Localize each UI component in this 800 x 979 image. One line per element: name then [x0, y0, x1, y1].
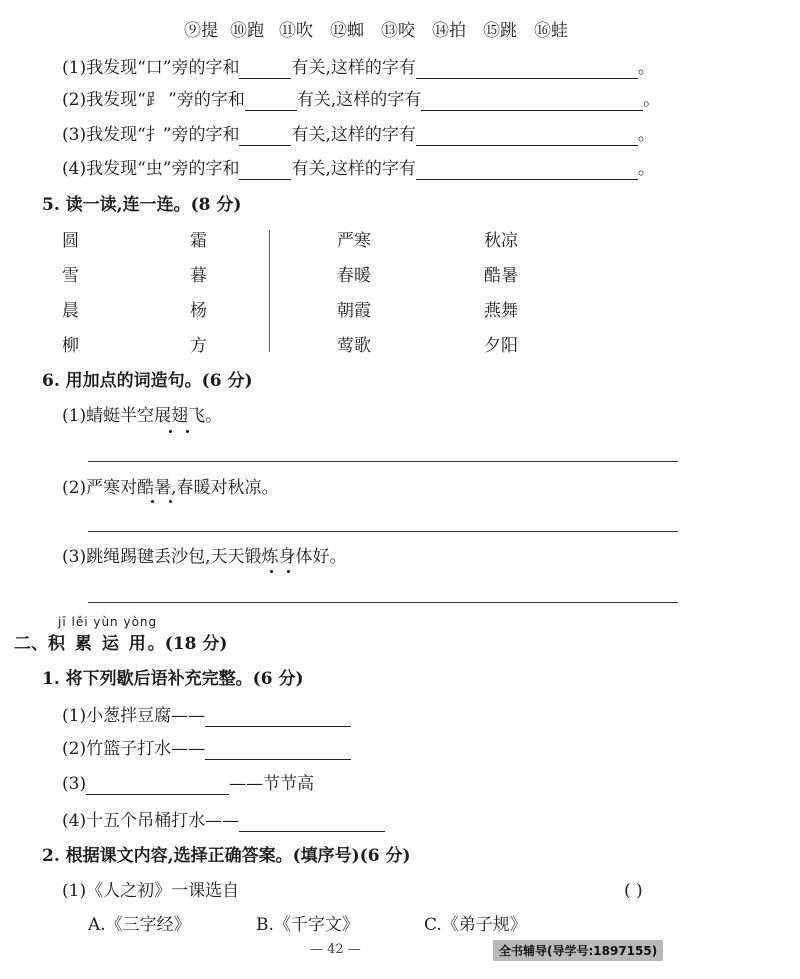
numbered-char-14: ⑭拍 — [432, 21, 466, 41]
numbered-char-9: ⑨提 — [184, 21, 218, 41]
q6-title — [42, 370, 253, 392]
section2-score: 。(18 分) — [147, 634, 228, 654]
emphasis-dot — [186, 430, 189, 433]
s2q1-title-text: 1. 将下列歇后语补充完整。(6 分) — [42, 669, 304, 689]
emphasis-dot — [270, 570, 273, 573]
section2-heading — [14, 633, 227, 655]
q4-item-1-prefix: (1)我发现“口”旁的字和 — [62, 58, 240, 78]
q4-item-3-middle: 有关,这样的字有 — [291, 125, 416, 145]
q5-left-a-3: 晨 — [62, 301, 79, 321]
s2q1-item-1-text: (1)小葱拌豆腐—— — [62, 706, 206, 726]
q5-left-b-4: 方 — [190, 336, 207, 356]
section2-pinyin: jī lěi yùn yòng — [58, 615, 158, 629]
s2q2-answer-paren[interactable]: ( ) — [624, 881, 643, 901]
q5-right-b-4: 夕阳 — [484, 336, 518, 356]
numbered-char-16: ⑯蛙 — [534, 21, 568, 41]
q5-title — [42, 194, 241, 216]
s2q1-item-3-blank[interactable] — [86, 776, 229, 795]
q6-title-text: 6. 用加点的词造句。(6 分) — [42, 371, 253, 391]
q5-left-a-2: 雪 — [62, 266, 79, 286]
s2q2-option-b[interactable]: B.《千字文》 — [256, 915, 359, 935]
emphasis-dot — [287, 570, 290, 573]
q4-item-1-end: 。 — [637, 58, 655, 78]
s2q1-item-2-text: (2)竹篮子打水—— — [62, 739, 206, 759]
s2q2-option-a[interactable]: A.《三字经》 — [88, 915, 191, 935]
q5-title-text: 5. 读一读,连一连。(8 分) — [42, 195, 242, 215]
s2q2-title-text: 2. 根据课文内容,选择正确答案。(填序号)(6 分) — [42, 846, 411, 866]
q6-item-2: (2)严寒对酷暑,春暖对秋凉。 — [62, 478, 279, 498]
q4-item-3-blank-a[interactable] — [239, 127, 291, 146]
s2q1-item-1-blank[interactable] — [205, 708, 351, 727]
q5-right-a-1: 严寒 — [337, 231, 371, 251]
s2q2-item-1: (1)《人之初》一课选自 — [62, 881, 240, 901]
section2-prefix: 二、 — [14, 634, 48, 654]
q6-answer-line-2[interactable] — [88, 531, 678, 532]
q4-item-3-prefix: (3)我发现“扌”旁的字和 — [62, 125, 240, 145]
numbered-char-13: ⑬咬 — [381, 21, 415, 41]
q5-left-b-2: 暮 — [190, 266, 207, 286]
page-number: — 42 — — [310, 942, 361, 957]
q4-item-1-middle: 有关,这样的字有 — [291, 58, 416, 78]
q4-item-3 — [62, 124, 655, 146]
q4-item-1-blank-b[interactable] — [416, 60, 638, 79]
book-code-badge: 全书辅导(导学号:1897155) — [493, 940, 663, 961]
q4-item-2 — [62, 89, 660, 111]
q4-item-2-blank-a[interactable] — [245, 92, 297, 111]
s2q1-item-4-text: (4)十五个吊桶打水—— — [62, 811, 240, 831]
s2q1-item-3 — [62, 773, 314, 795]
emphasis-dot — [151, 500, 154, 503]
q5-right-a-2: 春暖 — [337, 266, 371, 286]
q5-right-a-3: 朝霞 — [337, 301, 371, 321]
q6-answer-line-3[interactable] — [88, 602, 678, 603]
emphasis-dot — [169, 500, 172, 503]
s2q1-item-4 — [62, 810, 385, 832]
q5-left-a-1: 圆 — [62, 231, 79, 251]
q6-item-3: (3)跳绳踢毽丢沙包,天天锻炼身体好。 — [62, 547, 347, 567]
s2q1-item-4-blank[interactable] — [239, 813, 385, 832]
q5-left-b-1: 霜 — [190, 231, 207, 251]
q4-item-4-prefix: (4)我发现“虫”旁的字和 — [62, 159, 240, 179]
section2-title: 积 累 运 用 — [48, 634, 148, 654]
q6-item-1: (1)蜻蜓半空展翅飞。 — [62, 406, 223, 426]
s2q1-item-2 — [62, 738, 351, 760]
q4-item-2-end: 。 — [643, 90, 661, 110]
q5-column-divider — [269, 230, 270, 352]
q4-item-4 — [62, 158, 655, 180]
numbered-char-12: ⑫蜘 — [330, 21, 364, 41]
q5-right-b-2: 酷暑 — [484, 266, 518, 286]
numbered-char-10: ⑩跑 — [230, 21, 264, 41]
s2q1-item-3-tail: ——节节高 — [229, 774, 315, 794]
s2q1-item-3-text: (3) — [62, 774, 87, 794]
q4-item-1-blank-a[interactable] — [239, 60, 291, 79]
q4-item-2-blank-b[interactable] — [421, 92, 643, 111]
numbered-char-11: ⑪吹 — [279, 21, 313, 41]
q4-item-4-blank-b[interactable] — [416, 161, 638, 180]
q5-left-b-3: 杨 — [190, 301, 207, 321]
q5-right-b-1: 秋凉 — [484, 231, 518, 251]
s2q1-item-2-blank[interactable] — [205, 741, 351, 760]
emphasis-dot — [169, 430, 172, 433]
q4-item-1 — [62, 57, 655, 79]
q4-item-2-prefix: (2)我发现“⻊ ”旁的字和 — [62, 90, 245, 110]
s2q2-option-c[interactable]: C.《弟子规》 — [424, 915, 527, 935]
s2q1-item-1 — [62, 705, 351, 727]
q5-right-b-3: 燕舞 — [484, 301, 518, 321]
q4-item-3-end: 。 — [637, 125, 655, 145]
q4-item-4-blank-a[interactable] — [239, 161, 291, 180]
s2q1-title — [42, 668, 304, 690]
q4-item-4-middle: 有关,这样的字有 — [291, 159, 416, 179]
q5-left-a-4: 柳 — [62, 336, 79, 356]
s2q2-title — [42, 845, 411, 867]
q5-right-a-4: 莺歌 — [337, 336, 371, 356]
q4-item-3-blank-b[interactable] — [416, 127, 638, 146]
numbered-char-15: ⑮跳 — [483, 21, 517, 41]
q6-answer-line-1[interactable] — [88, 461, 678, 462]
q4-item-4-end: 。 — [637, 159, 655, 179]
q4-item-2-middle: 有关,这样的字有 — [296, 90, 422, 110]
